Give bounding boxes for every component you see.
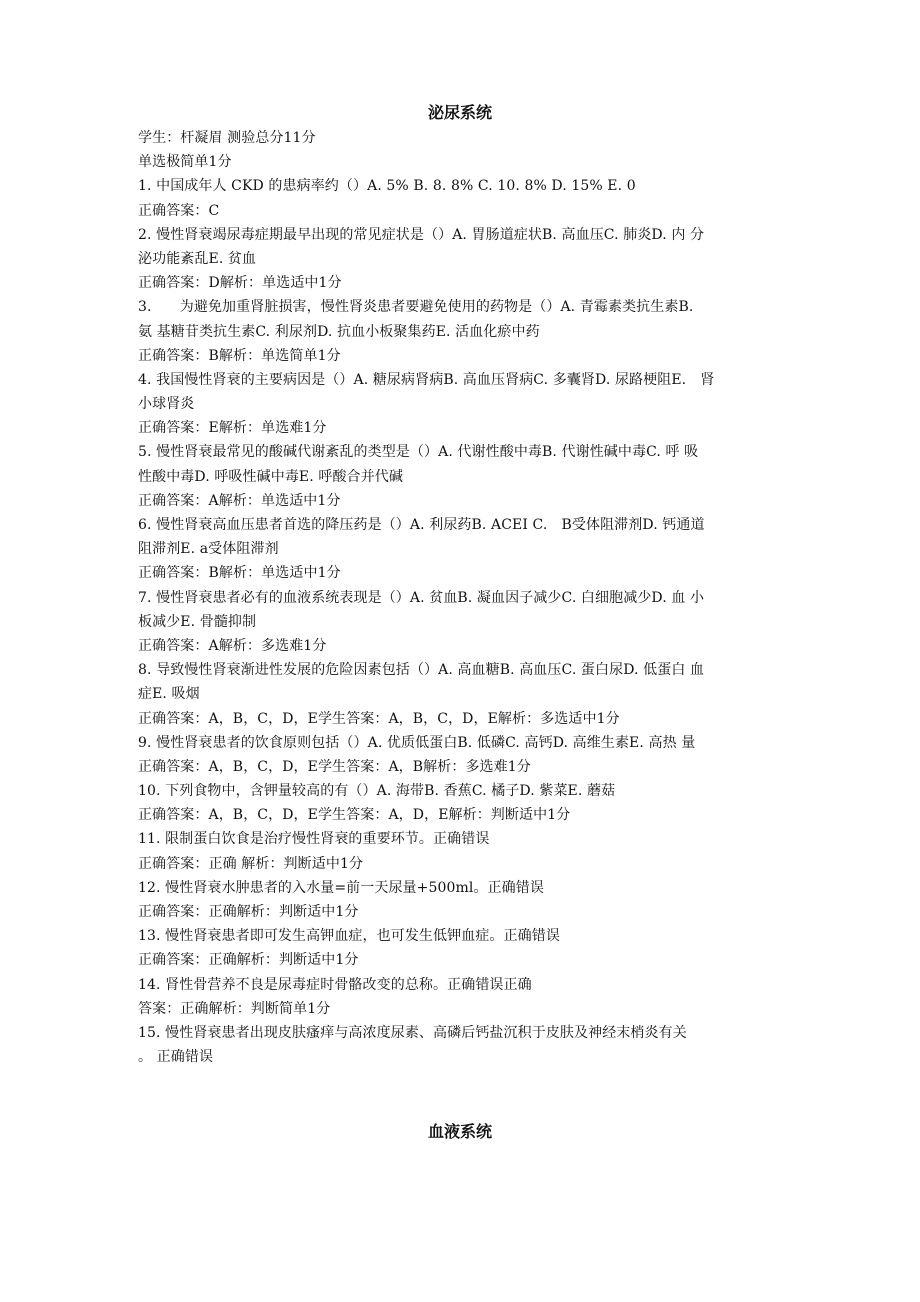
question-line: 9. 慢性肾衰患者的饮食原则包括（）A. 优质低蛋白B. 低磷C. 高钙D. 高维生素E. 高热 量	[138, 734, 696, 751]
section-title-urinary: 泌尿系统	[427, 103, 492, 122]
answer-line: 正确答案：B解析：单选适中1分	[138, 565, 341, 582]
question-line: 板减少E. 骨髓抑制	[138, 613, 257, 630]
question-line: 11. 限制蛋白饮食是治疗慢性肾衰的重要环节。正确错误	[138, 831, 490, 848]
question-line: 。 正确错误	[138, 1049, 214, 1066]
question-line: 症E. 吸烟	[138, 686, 200, 703]
question-line: 10. 下列食物中，含钾量较高的有（）A. 海带B. 香蕉C. 橘子D. 紫菜E. 蘑菇	[138, 783, 616, 800]
question-line: 7. 慢性肾衰患者必有的血液系统表现是（）A. 贫血B. 凝血因子减少C. 白细胞减少D. 血 小	[138, 589, 705, 606]
answer-line: 正确答案：E解析：单选难1分	[138, 420, 327, 437]
answer-line: 正确答案：C	[138, 202, 220, 219]
question-line: 3. 为避免加重肾脏损害，慢性肾炎患者要避免使用的药物是（）A. 青霉素类抗生素B.	[138, 299, 694, 316]
student-info-line: 学生：杆凝眉 测验总分11分	[138, 130, 316, 146]
answer-line: 正确答案：正确解析：判断适中1分	[138, 952, 359, 969]
answer-line: 正确答案：正确 解析：判断适中1分	[138, 855, 364, 872]
question-type-line: 单选极简单1分	[138, 154, 232, 171]
question-line: 13. 慢性肾衰患者即可发生高钾血症，也可发生低钾血症。正确错误	[138, 928, 560, 945]
answer-line: 正确答案：B解析：单选简单1分	[138, 347, 341, 364]
section-title-blood: 血液系统	[427, 1122, 492, 1141]
question-line: 阻滞剂E. a受体阻滞剂	[138, 541, 279, 558]
question-line: 性酸中毒D. 呼吸性碱中毒E. 呼酸合并代碱	[138, 468, 403, 485]
answer-line: 正确答案：A，B，C，D，E学生答案：A，D，E解析：判断适中1分	[138, 807, 571, 824]
answer-line: 正确答案：A，B，C，D，E学生答案：A，B，C，D，E解析：多选适中1分	[138, 710, 620, 727]
question-line: 泌功能紊乱E. 贫血	[138, 250, 257, 267]
question-line: 1. 中国成年人 CKD 的患病率约（）A. 5% B. 8. 8% C. 10. 8% D. 15% E. 0	[138, 178, 636, 195]
answer-line: 正确答案：A解析：单选适中1分	[138, 492, 341, 509]
question-line: 4. 我国慢性肾衰的主要病因是（）A. 糖尿病肾病B. 高血压肾病C. 多囊肾D. 尿路梗阻E. 肾	[138, 371, 715, 388]
answer-line: 正确答案：正确解析：判断适中1分	[138, 904, 359, 920]
question-line: 8. 导致慢性肾衰渐进性发展的危险因素包括（）A. 高血糖B. 高血压C. 蛋白尿D. 低蛋白 血	[138, 662, 705, 679]
document-body	[138, 126, 780, 1069]
question-line: 5. 慢性肾衰最常见的酸碱代谢紊乱的类型是（）A. 代谢性酸中毒B. 代谢性碱中毒C. 呼 吸	[138, 444, 699, 461]
answer-line: 正确答案：D解析：单选适中1分	[138, 275, 342, 292]
question-line: 14. 肾性骨营养不良是尿毒症时骨骼改变的总称。正确错误正确	[138, 976, 532, 993]
question-line: 小球肾炎	[138, 396, 195, 413]
question-line: 氨 基糖苷类抗生素C. 利尿剂D. 抗血小板聚集药E. 活血化瘀中药	[138, 323, 540, 340]
answer-line: 正确答案：A解析：多选难1分	[138, 637, 327, 654]
question-line: 6. 慢性肾衰高血压患者首选的降压药是（）A. 利尿药B. ACEI C. B受体阻滞剂D. 钙通道	[138, 517, 705, 533]
question-line: 12. 慢性肾衰水肿患者的入水量=前一天尿量+500ml。正确错误	[138, 879, 544, 896]
answer-line: 正确答案：A，B，C，D，E学生答案：A，B解析：多选难1分	[138, 758, 531, 775]
question-line: 2. 慢性肾衰竭尿毒症期最早出现的常见症状是（）A. 胃肠道症状B. 高血压C. 肺炎D. 内 分	[138, 226, 705, 243]
answer-line: 答案：正确解析：判断简单1分	[138, 1000, 331, 1017]
question-line: 15. 慢性肾衰患者出现皮肤瘙痒与高浓度尿素、高磷后钙盐沉积于皮肤及神经末梢炎有关	[138, 1024, 687, 1041]
